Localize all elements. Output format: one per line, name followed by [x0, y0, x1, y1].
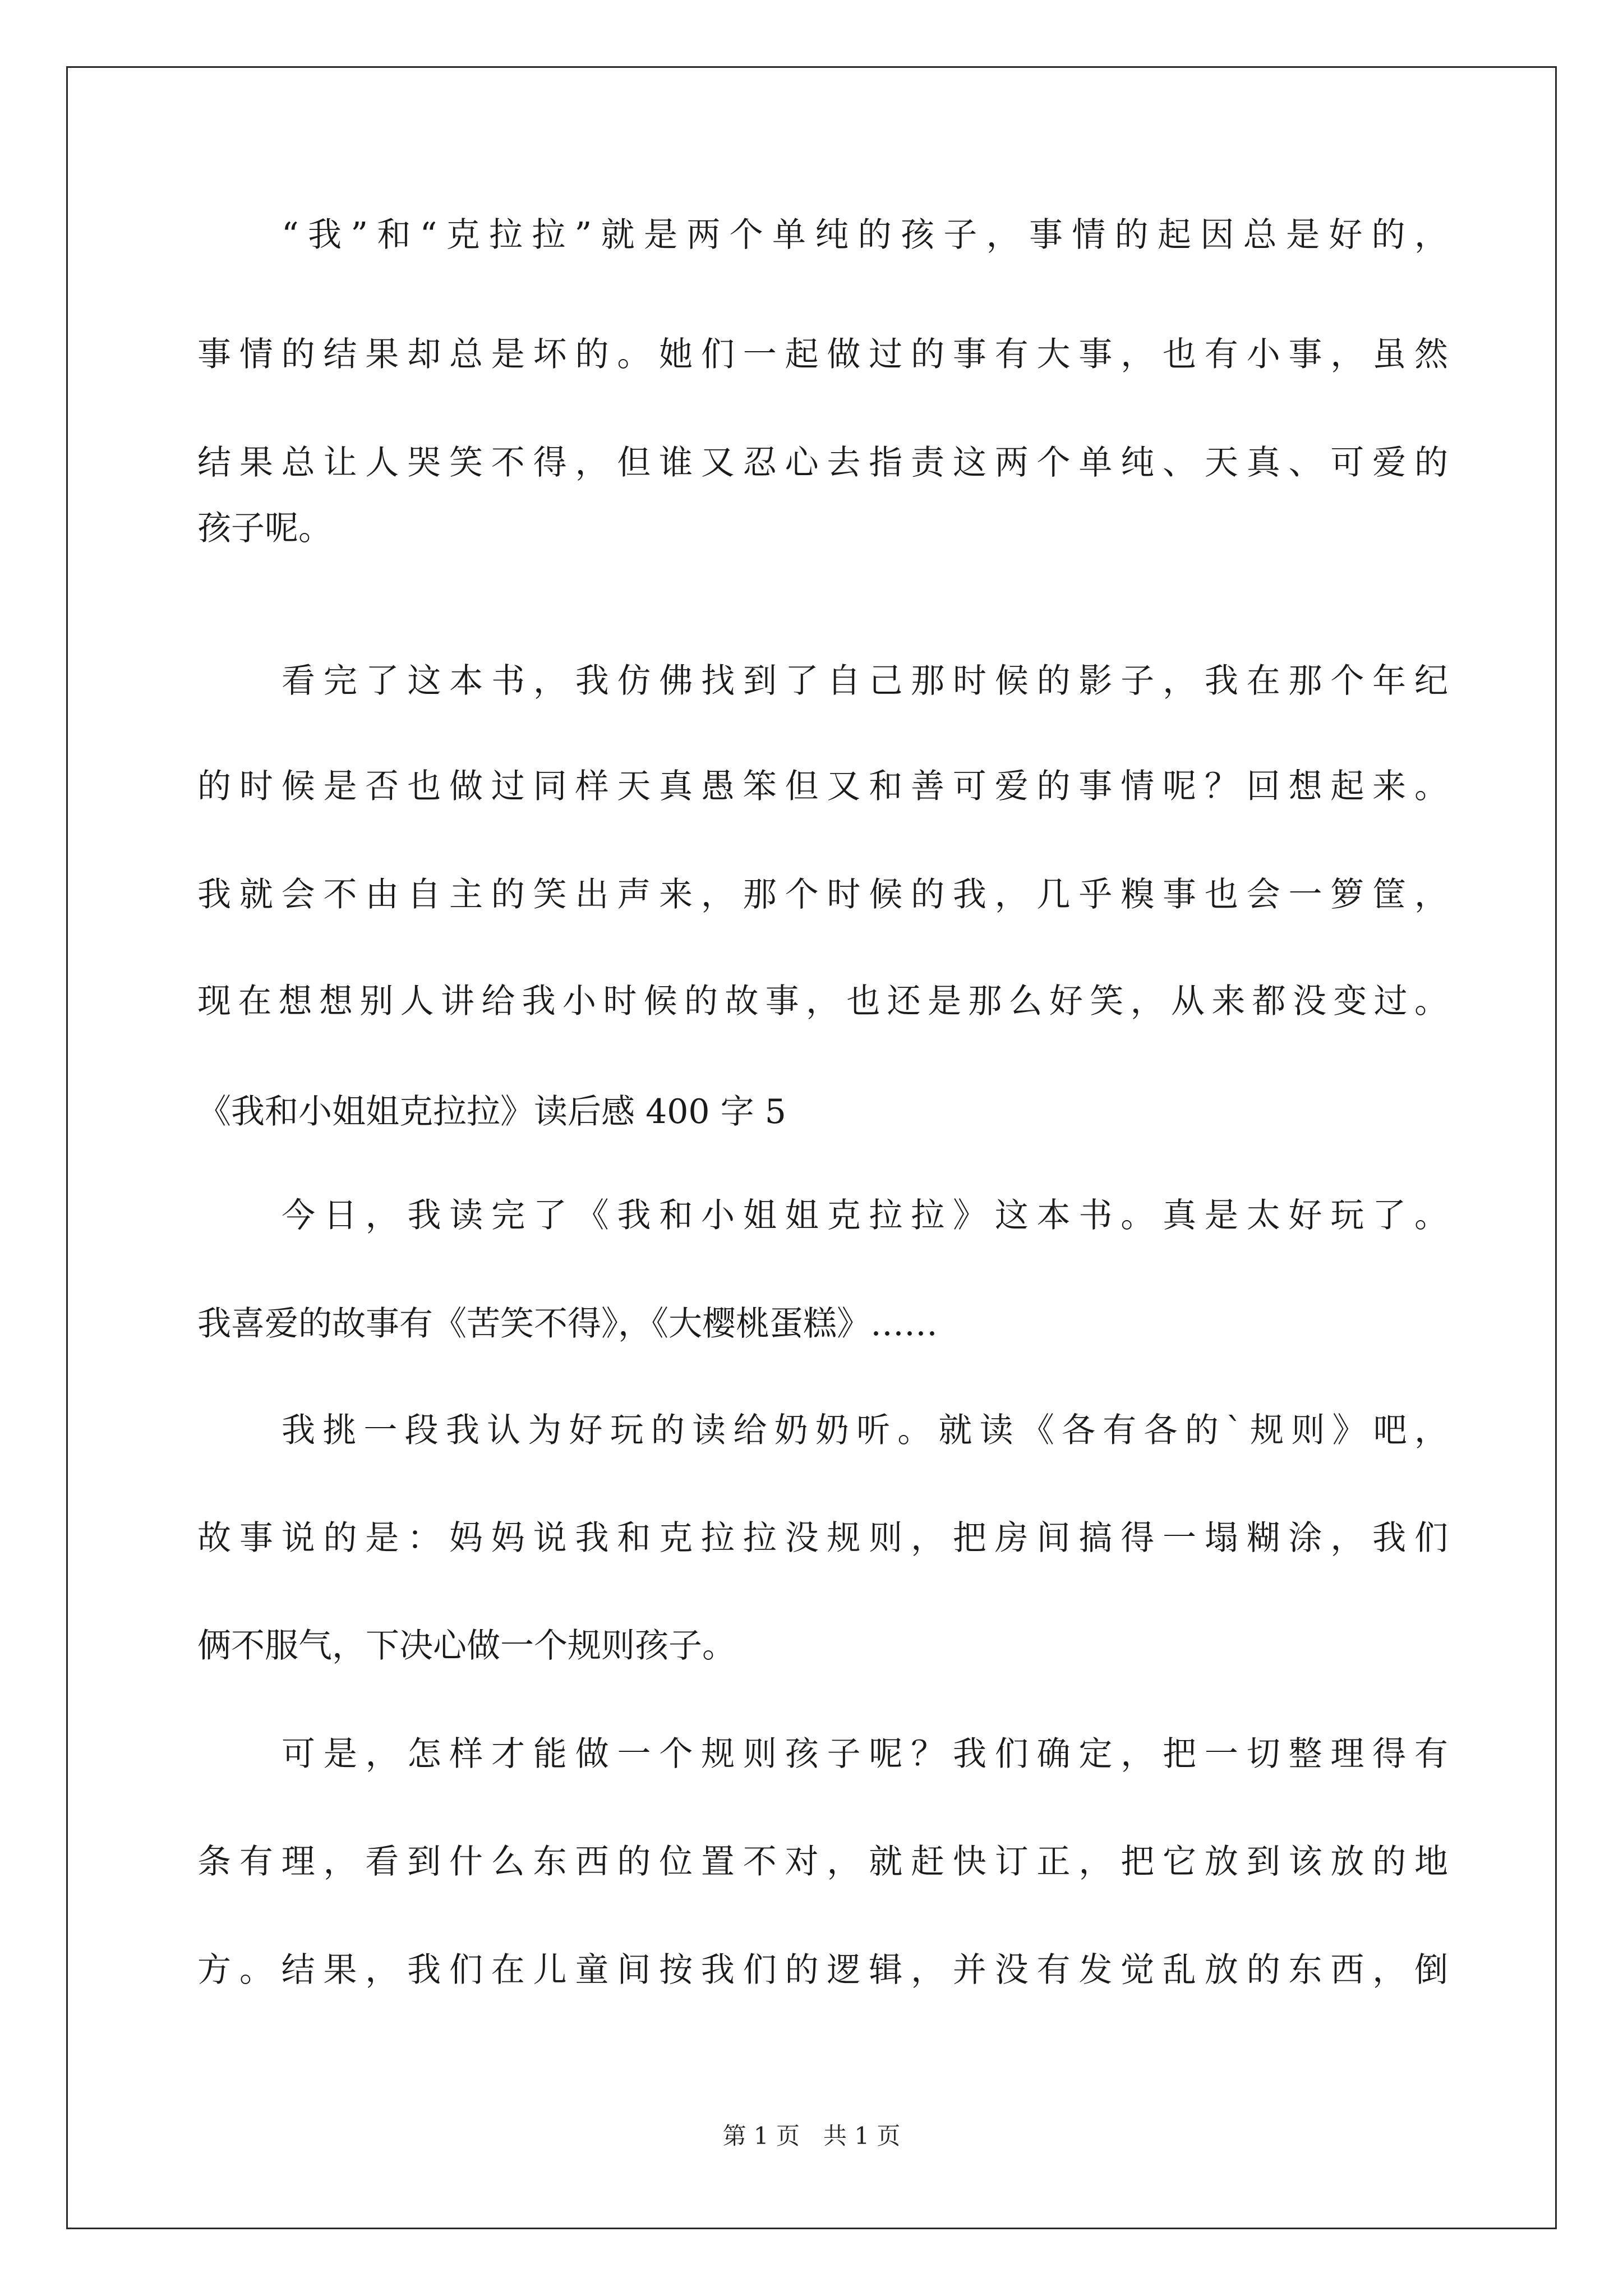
paragraph-line: 故事说的是：妈妈说我和克拉拉没规则，把房间搞得一塌糊涂，我们 [197, 1519, 1448, 1558]
paragraph-line: 我喜爱的故事有《苦笑不得》，《大樱桃蛋糕》…… [197, 1304, 938, 1343]
paragraph-line: 我挑一段我认为好玩的读给奶奶听。就读《各有各的`规则》吧， [282, 1411, 1448, 1450]
page-border [66, 66, 1557, 2229]
paragraph-line: 可是，怎样才能做一个规则孩子呢？我们确定，把一切整理得有 [282, 1734, 1448, 1774]
paragraph-line: 看完了这本书，我仿佛找到了自己那时候的影子，我在那个年纪 [282, 661, 1448, 701]
paragraph-line: 今日，我读完了《我和小姐姐克拉拉》这本书。真是太好玩了。 [282, 1196, 1448, 1235]
paragraph-line: “我”和“克拉拉”就是两个单纯的孩子，事情的起因总是好的， [282, 215, 1448, 255]
paragraph-line: 结果总让人哭笑不得，但谁又忍心去指责这两个单纯、天真、可爱的 [197, 443, 1448, 482]
paragraph-line: 孩子呢。 [197, 509, 332, 548]
page-number-footer: 第 1 页 共 1 页 [722, 2122, 901, 2150]
paragraph-line: 俩不服气，下决心做一个规则孩子。 [197, 1626, 736, 1665]
paragraph-line: 现在想想别人讲给我小时候的故事，也还是那么好笑，从来都没变过。 [197, 982, 1448, 1021]
paragraph-line: 方。结果，我们在儿童间按我们的逻辑，并没有发觉乱放的东西，倒 [197, 1950, 1448, 1990]
paragraph-line: 条有理，看到什么东西的位置不对，就赶快订正，把它放到该放的地 [197, 1842, 1448, 1881]
paragraph-line: 的时候是否也做过同样天真愚笨但又和善可爱的事情呢？回想起来。 [197, 767, 1448, 806]
paragraph-line: 事情的结果却总是坏的。她们一起做过的事有大事，也有小事，虽然 [197, 335, 1448, 374]
section-heading: 《我和小姐姐克拉拉》读后感 400 字 5 [197, 1092, 786, 1131]
paragraph-line: 我就会不由自主的笑出声来，那个时候的我，几乎糗事也会一箩筐， [197, 875, 1448, 914]
